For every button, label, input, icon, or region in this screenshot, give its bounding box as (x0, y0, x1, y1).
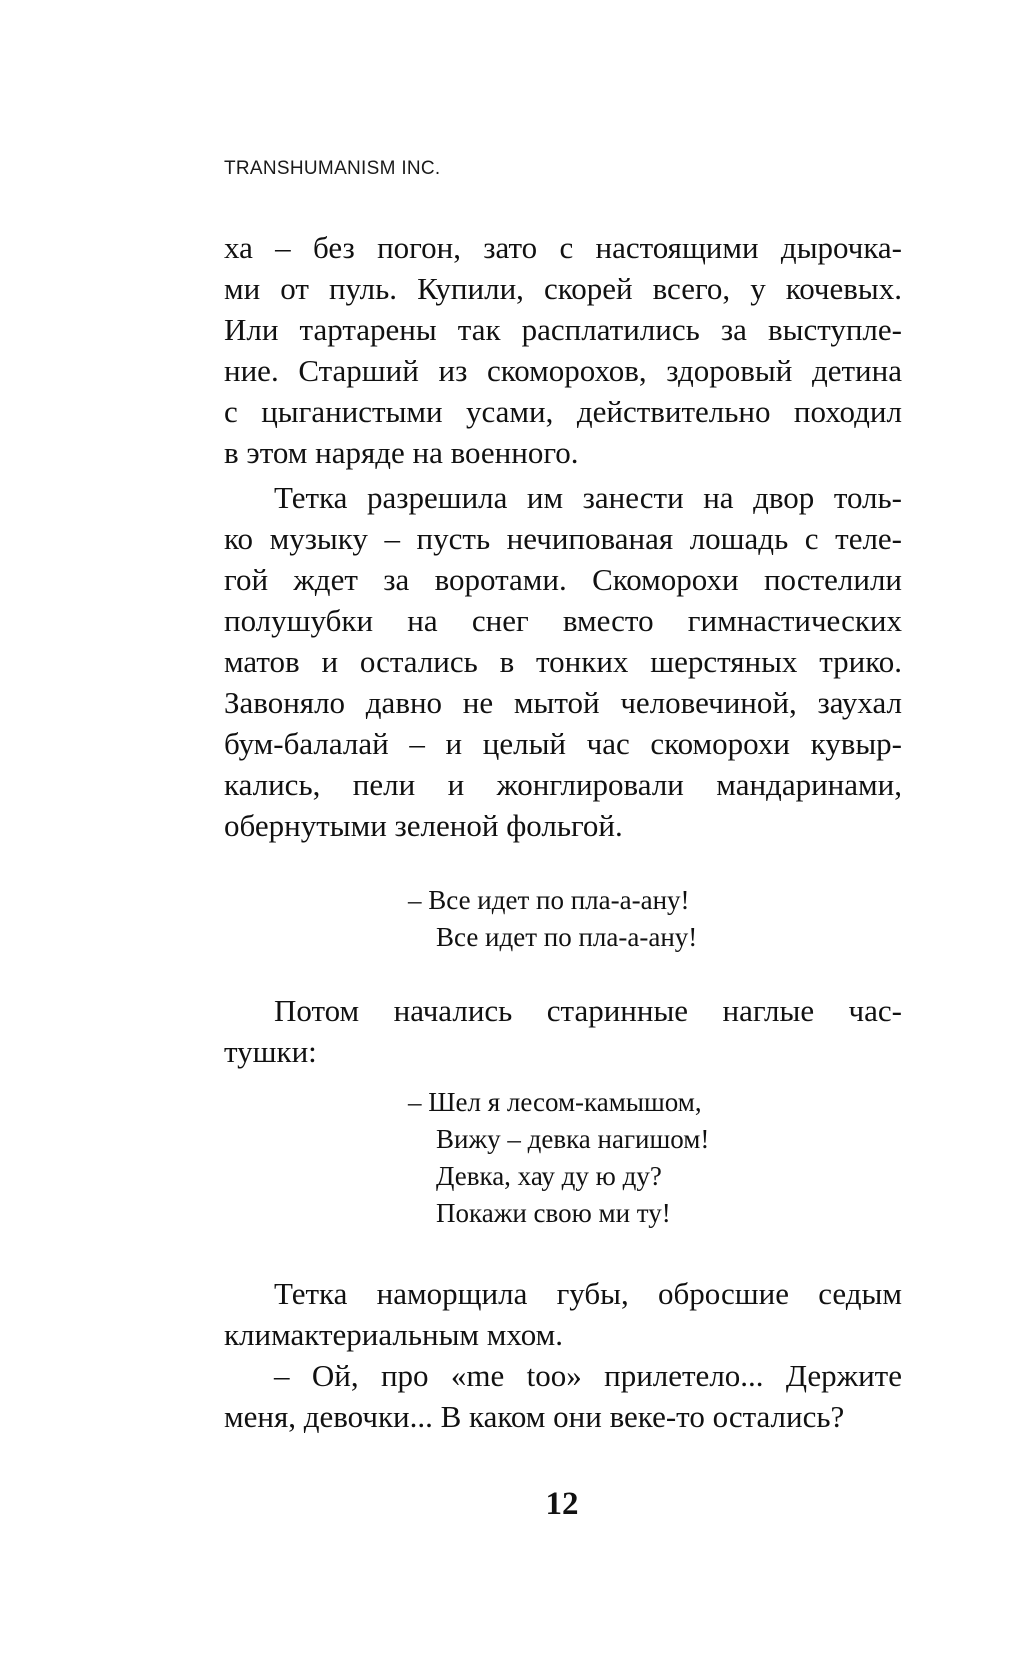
text-line: ко музыку – пусть нечипованая лошадь с теле- (224, 521, 902, 556)
verse-line: Все идет по пла-а-ану! (436, 922, 698, 952)
verse-line: – Шел я лесом-камышом, (408, 1087, 702, 1117)
running-head: TRANSHUMANISM INC. (224, 158, 441, 179)
text-line: полушубки на снег вместо гимнастических (224, 603, 902, 638)
text-line: климактериальным мхом. (224, 1317, 563, 1352)
text-line: бум-балалай – и целый час скоморохи кувыр- (224, 726, 902, 761)
paragraph (224, 477, 902, 846)
text-line: кались, пели и жонглировали мандаринами, (224, 767, 902, 802)
text-line: обернутыми зеленой фольгой. (224, 808, 623, 843)
paragraph (224, 990, 902, 1072)
text-line: Тетка наморщила губы, обросшие седым (274, 1276, 902, 1311)
verse-line: Вижу – девка нагишом! (436, 1124, 710, 1154)
text-line: Потом начались старинные наглые час- (274, 993, 902, 1028)
text-line: Завоняло давно не мытой человечиной, заухал (224, 685, 902, 720)
text-line: Или тартарены так расплатились за выступле- (224, 312, 902, 347)
verse-line: Девка, хау ду ю ду? (436, 1161, 662, 1191)
verse-quote (408, 882, 697, 956)
paragraph-dialogue (224, 1355, 902, 1437)
text-line: тушки: (224, 1034, 317, 1069)
text-line: в этом наряде на военного. (224, 435, 579, 470)
text-line: ние. Старший из скоморохов, здоровый детина (224, 353, 902, 388)
page-number: 12 (545, 1486, 579, 1522)
text-line: Тетка разрешила им занести на двор толь- (274, 480, 902, 515)
paragraph (224, 1273, 902, 1355)
text-line: – Ой, про «me too» прилетело... Держите (274, 1358, 902, 1393)
paragraph-continuation (224, 227, 902, 473)
text-line: меня, девочки... В каком они веке-то остались? (224, 1399, 845, 1434)
verse-quote (408, 1084, 709, 1232)
text-line: матов и остались в тонких шерстяных трико. (224, 644, 902, 679)
text-line: ми от пуль. Купили, скорей всего, у кочевых. (224, 271, 902, 306)
verse-line: Покажи свою ми ту! (436, 1198, 671, 1228)
verse-line: – Все идет по пла-а-ану! (408, 885, 690, 915)
text-line: гой ждет за воротами. Скоморохи постелили (224, 562, 902, 597)
text-line: ха – без погон, зато с настоящими дырочка- (224, 230, 902, 265)
text-line: с цыганистыми усами, действительно походил (224, 394, 902, 429)
